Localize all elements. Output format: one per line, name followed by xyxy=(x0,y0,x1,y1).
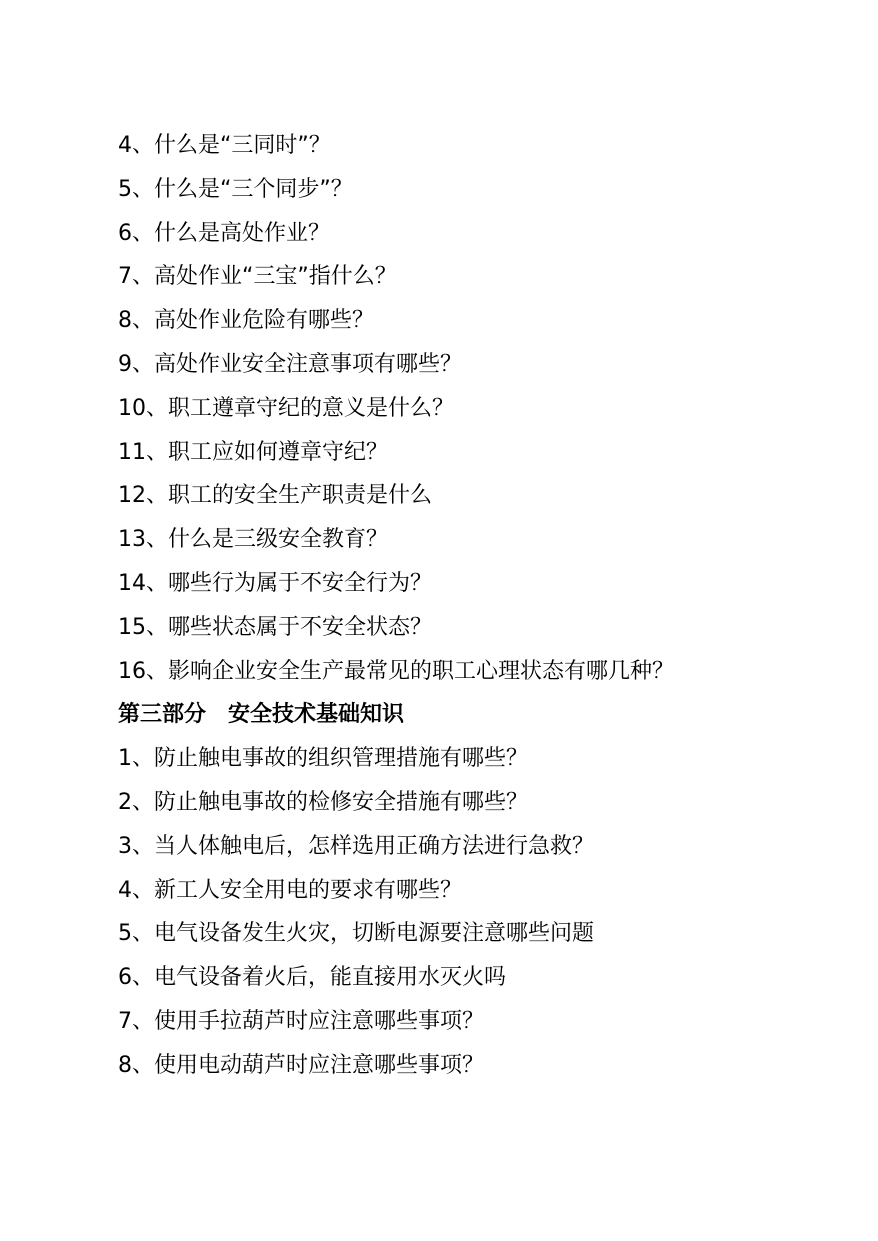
list-item: 6、电气设备着火后，能直接用水灭火吗 xyxy=(118,965,506,991)
list-item: 7、使用手拉葫芦时应注意哪些事项？ xyxy=(118,1008,484,1034)
list-item: 8、高处作业危险有哪些？ xyxy=(118,308,374,334)
list-item: 2、防止触电事故的检修安全措施有哪些？ xyxy=(118,789,528,815)
list-item: 12、职工的安全生产职责是什么 xyxy=(118,483,432,509)
list-item: 10、职工遵章守纪的意义是什么？ xyxy=(118,395,454,421)
list-item: 4、什么是“三同时”？ xyxy=(118,133,331,158)
list-item: 5、什么是“三个同步”？ xyxy=(118,176,353,202)
list-item: 1、防止触电事故的组织管理措施有哪些？ xyxy=(118,746,528,772)
section-heading: 第三部分 安全技术基础知识 xyxy=(118,702,405,728)
list-item: 11、职工应如何遵章守纪？ xyxy=(118,439,388,465)
list-item: 4、新工人安全用电的要求有哪些？ xyxy=(118,877,462,903)
list-item: 6、什么是高处作业？ xyxy=(118,220,330,246)
list-item: 13、什么是三级安全教育？ xyxy=(118,527,388,553)
list-item: 15、哪些状态属于不安全状态？ xyxy=(118,614,432,640)
list-item: 9、高处作业安全注意事项有哪些？ xyxy=(118,351,462,377)
list-item: 8、使用电动葫芦时应注意哪些事项？ xyxy=(118,1052,484,1078)
list-item: 14、哪些行为属于不安全行为？ xyxy=(118,570,432,596)
list-item: 7、高处作业“三宝”指什么？ xyxy=(118,264,397,290)
list-item: 3、当人体触电后，怎样选用正确方法进行急救？ xyxy=(118,833,594,859)
list-item: 16、影响企业安全生产最常见的职工心理状态有哪几种？ xyxy=(118,658,674,684)
list-item: 5、电气设备发生火灾，切断电源要注意哪些问题 xyxy=(118,921,594,947)
question-list xyxy=(118,124,848,1088)
